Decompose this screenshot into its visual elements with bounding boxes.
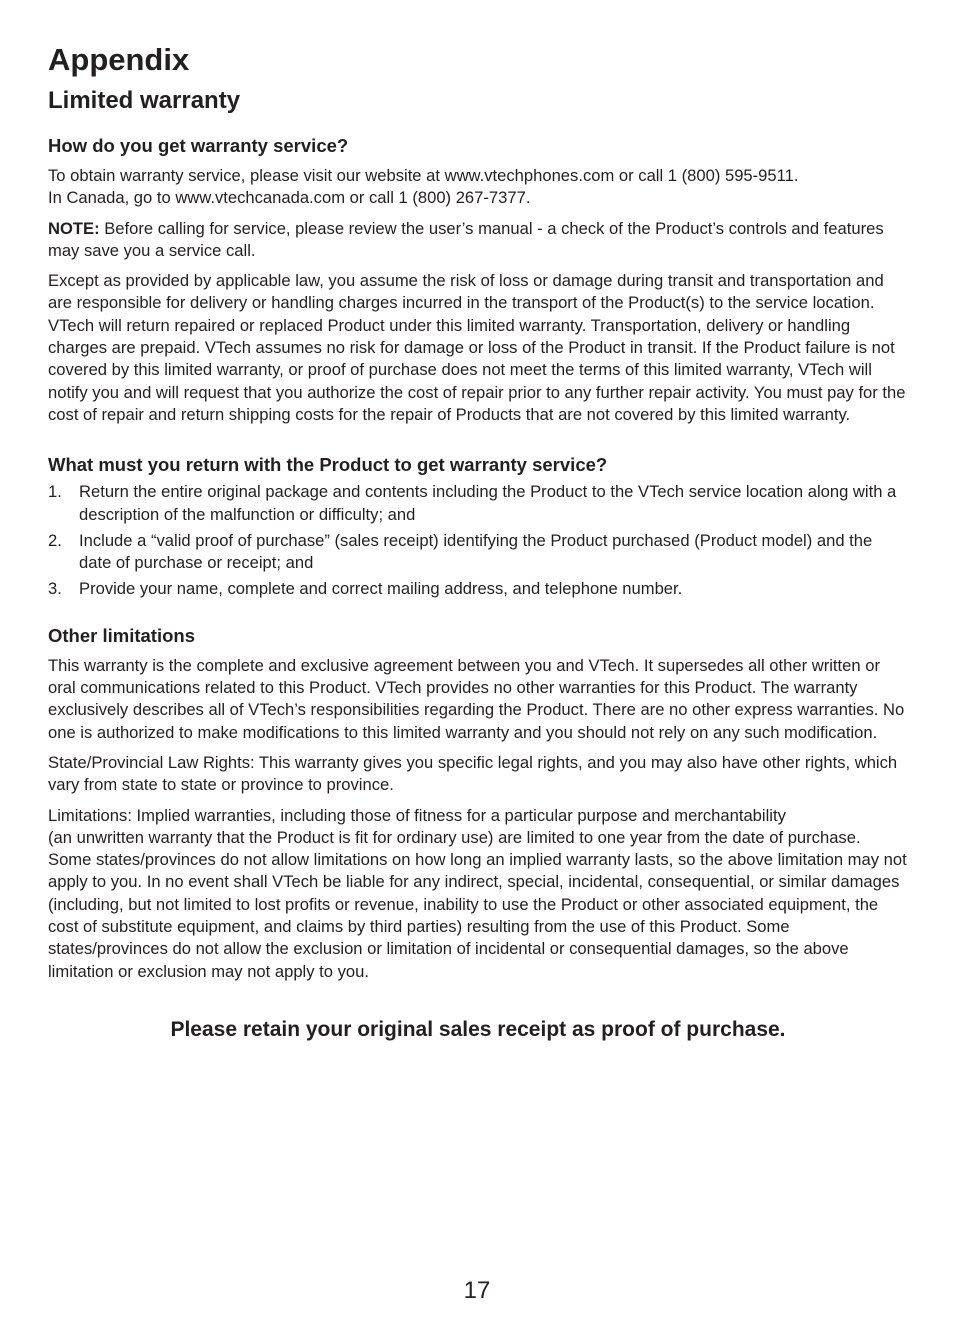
list-item-number: 1.	[48, 482, 62, 502]
contact-line-us: To obtain warranty service, please visit our website at www.vtechphones.com or call 1 (800) 595-9511.	[48, 166, 799, 185]
list-item	[48, 530, 908, 575]
list-item-number: 2.	[48, 530, 62, 550]
other-limitations-heading: Other limitations	[48, 624, 195, 646]
page-title: Appendix	[48, 42, 190, 77]
page-number: 17	[463, 1277, 491, 1304]
exclusive-agreement-paragraph: This warranty is the complete and exclusive agreement between you and VTech. It supersedes all other written or oral communications related to this Product. VTech provides no other warranties for this Product. The warranty exclusively describes all of VTech’s responsibilities regarding the Product. There are no other express warranties. No one is authorized to make modifications to this limited warranty and you should not rely on any such modification.	[48, 655, 905, 742]
section-title: Limited warranty	[48, 87, 241, 114]
limitations-rest: (an unwritten warranty that the Product is fit for ordinary use) are limited to one year from the date of purchase. Some states/provinces do not allow limitations on how long an implied warranty lasts, so the above limitation may not apply to you. In no event shall VTech be liable for any indirect, special, incidental, consequential, or similar damages (including, but not limited to lost profits or revenue, inability to use the Product or other associated equipment, the cost of substitute equipment, and claims by third parties) resulting from the use of this Product. Some states/provinces do not allow the exclusion or limitation of incidental or consequential damages, so the above limitation or exclusion may not apply to you.	[48, 827, 907, 981]
list-item	[48, 578, 908, 600]
limitations-paragraph	[48, 805, 908, 983]
warranty-service-contact	[48, 165, 908, 210]
list-item	[48, 481, 908, 526]
return-requirements-list	[48, 481, 908, 600]
limitations-first-line: Limitations: Implied warranties, including those of fitness for a particular purpose and merchantability	[48, 805, 786, 825]
contact-line-canada: In Canada, go to www.vtechcanada.com or call 1 (800) 267-7377.	[48, 188, 531, 208]
list-item-text: Include a “valid proof of purchase” (sales receipt) identifying the Product purchased (Product model) and the date of purchase or receipt; and	[79, 530, 873, 573]
warranty-service-heading: How do you get warranty service?	[48, 135, 349, 156]
retain-receipt-notice: Please retain your original sales receipt as proof of purchase.	[170, 1017, 786, 1041]
note-label: NOTE:	[48, 218, 100, 238]
transit-risk-paragraph: Except as provided by applicable law, you assume the risk of loss or damage during transit and transportation and are responsible for delivery or handling charges incurred in the transport of the Product(s) to the service location. VTech will return repaired or replaced Product under this limited warranty. Transportation, delivery or handling charges are prepaid. VTech assumes no risk for damage or loss of the Product in transit. If the Product failure is not covered by this limited warranty, or proof of purchase does not meet the terms of this limited warranty, VTech will notify you and will request that you authorize the cost of repair prior to any further repair activity. You must pay for the cost of repair and return shipping costs for the repair of Products that are not covered by this limited warranty.	[48, 271, 906, 424]
note-text: Before calling for service, please review the user’s manual - a check of the Product’s controls and features may save you a service call.	[48, 218, 884, 260]
return-requirements-heading: What must you return with the Product to get warranty service?	[48, 454, 608, 476]
note-paragraph	[48, 218, 908, 263]
list-item-text: Return the entire original package and contents including the Product to the VTech service location along with a description of the malfunction or difficulty; and	[79, 482, 897, 524]
law-rights-paragraph: State/Provincial Law Rights: This warranty gives you specific legal rights, and you may also have other rights, which vary from state to state or province to province.	[48, 752, 898, 795]
page-content	[48, 40, 908, 1044]
list-item-text: Provide your name, complete and correct mailing address, and telephone number.	[79, 579, 683, 599]
list-item-number: 3.	[48, 579, 62, 599]
